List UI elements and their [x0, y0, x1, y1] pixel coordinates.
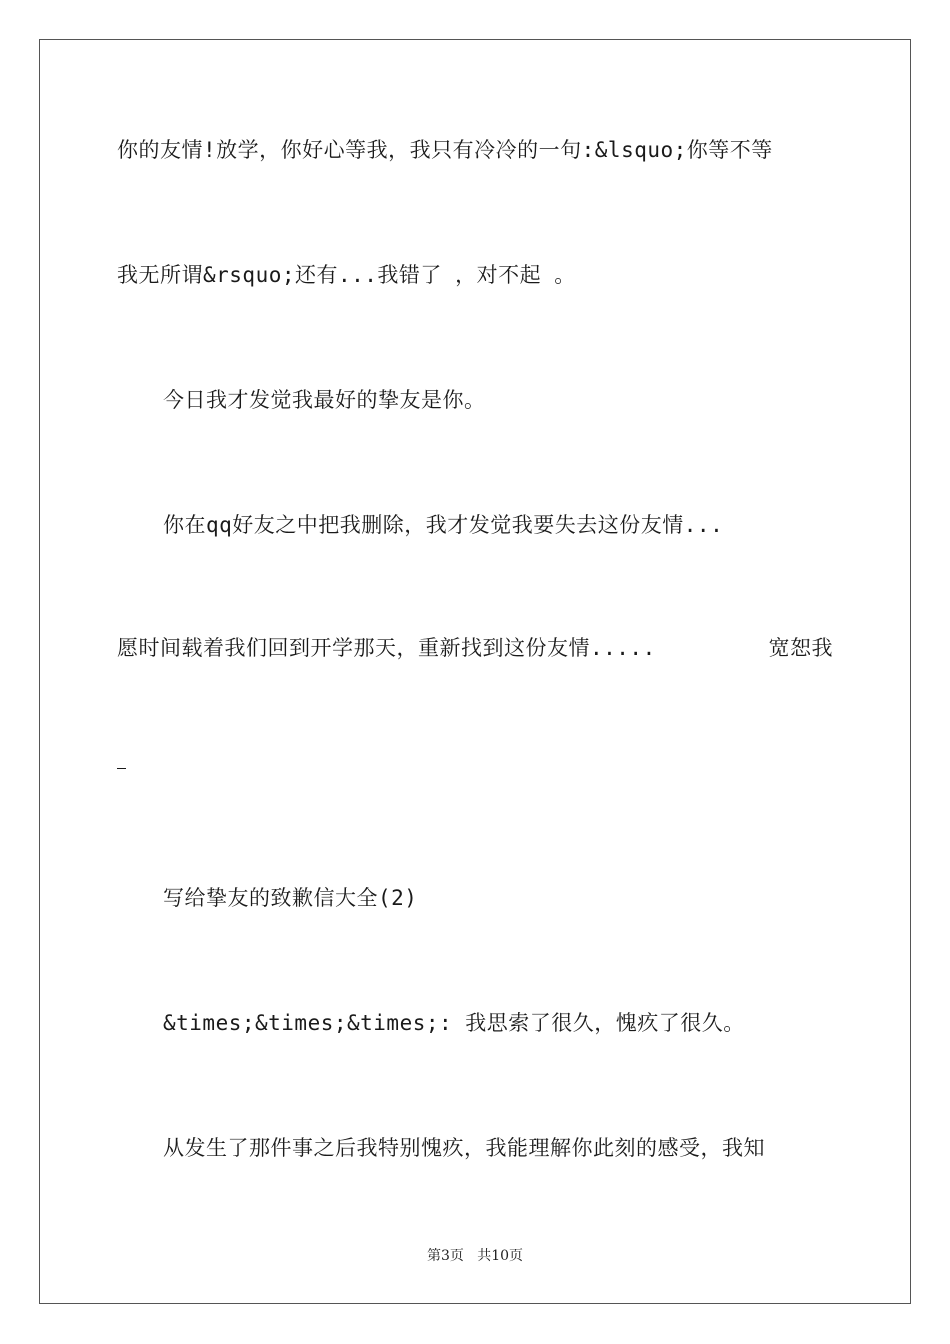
page-border	[39, 39, 911, 1304]
line-dash	[117, 768, 126, 769]
body-line-8: 从发生了那件事之后我特别愧疚，我能理解你此刻的感受，我知	[163, 1136, 765, 1160]
section-heading: 写给挚友的致歉信大全(2)	[163, 886, 418, 910]
body-line-7: &times;&times;&times;: 我思索了很久，愧疚了很久。	[163, 1011, 745, 1035]
body-line-5	[117, 634, 833, 662]
body-line-4: 你在qq好友之中把我删除，我才发觉我要失去这份友情...	[163, 513, 724, 537]
body-line-3: 今日我才发觉我最好的挚友是你。	[163, 388, 486, 412]
body-line-1: 你的友情!放学，你好心等我，我只有冷冷的一句:&lsquo;你等不等	[117, 138, 773, 162]
body-line-5-tail: 宽恕我	[768, 636, 833, 660]
body-line-5-text: 愿时间载着我们回到开学那天，重新找到这份友情.....	[117, 636, 656, 660]
page-footer: 第3页 共10页	[426, 1248, 524, 1264]
body-line-2: 我无所谓&rsquo;还有...我错了 ，对不起 。	[117, 263, 576, 287]
